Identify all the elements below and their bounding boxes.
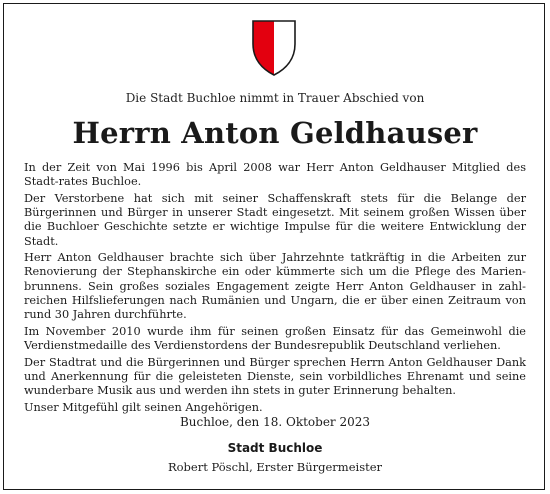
organization-name: Stadt Buchloe [227, 441, 323, 455]
paragraph-council-membership: In der Zeit von Mai 1996 bis April 2008 war Herr Anton Geldhauser Mitglied des Stadt-rates Buchloe. [24, 161, 526, 189]
paragraph-thanks: Der Stadtrat und die Bürgerinnen und Bürger sprechen Herrn Anton Geldhauser Dank und Anerkennung für die geleisteten Dienste, sein vorbildliches Ehrenamt und seine wunderbare Musik aus und werden ihn stets in guter Erinnerung behalten. [24, 355, 526, 398]
deceased-name-title: Herrn Anton Geldhauser [72, 116, 478, 150]
signer-name: Robert Pöschl, Erster Bürgermeister [167, 460, 383, 474]
paragraph-service: Der Verstorbene hat sich mit seiner Schaffenskraft stets für die Belange der Bürgerinnen und Bürger in unserer Stadt eingesetzt. Mit seinem großen Wissen über die Buchloer Geschichte setzte er wichtige Impulse für die weitere Entwicklung der Stadt. [24, 191, 526, 248]
intro-line: Die Stadt Buchloe nimmt in Trauer Abschied von [125, 91, 425, 105]
paragraph-award: Im November 2010 wurde ihm für seinen großen Einsatz für das Gemeinwohl die Verdienstmedaille des Verdienstordens der Bundesrepublik Deutschland verliehen. [24, 324, 526, 353]
place-date-line: Buchloe, den 18. Oktober 2023 [179, 415, 371, 429]
paragraph-engagement: Herr Anton Geldhauser brachte sich über Jahrzehnte tatkräftig in die Arbeiten zur Renovierung der Stephanskirche ein oder kümmerte sich um die Pflege des Marien-brunnens. Sein großes soziales Engagement zeigte Herr Anton Geldhauser in zahl-reichen Hilfslieferungen nach Rumänien und Ungarn, die er über einen Zeitraum von rund 30 Jahren durchführte. [24, 251, 526, 322]
coat-of-arms-icon [251, 19, 297, 77]
paragraph-condolence: Unser Mitgefühl gilt seinen Angehörigen. [24, 400, 263, 414]
notice-body [24, 161, 526, 417]
